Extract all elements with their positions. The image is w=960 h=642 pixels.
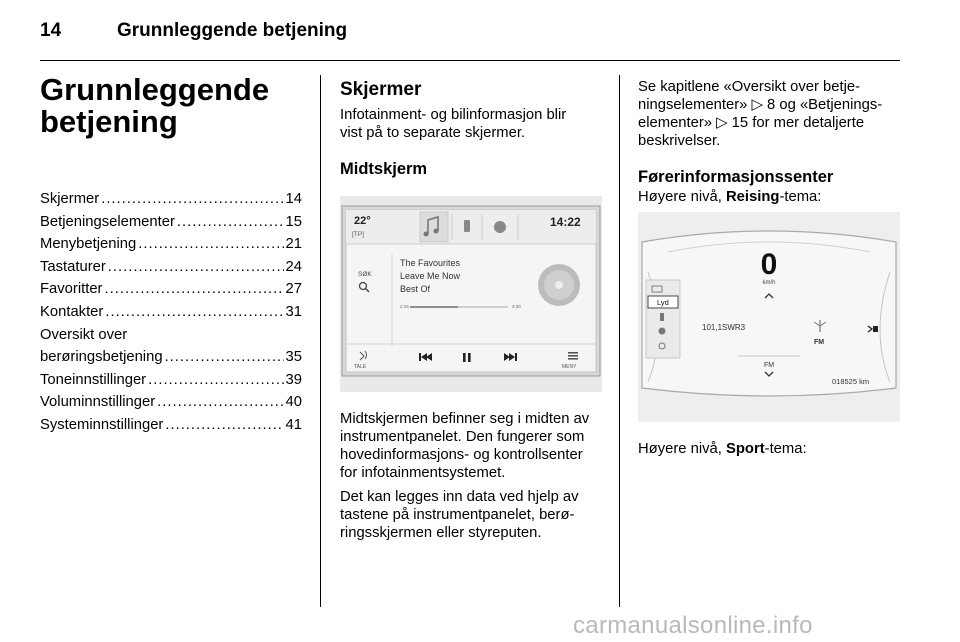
header-rule <box>40 60 900 61</box>
nav-icon <box>659 328 666 335</box>
screens-body <box>340 410 605 542</box>
toc-entry-beroringsbetjening[interactable]: Oversikt over berøringsbetjening ..... 35 <box>40 324 302 369</box>
section-heading-skjermer: Skjermer <box>340 79 422 100</box>
screens-intro: Infotainment- og bilinformasjon blir vist på to separate skjermer. <box>340 107 567 141</box>
running-title: Grunnleggende betjening <box>117 20 348 41</box>
subheading-midtskjerm: Midtskjerm <box>340 160 428 178</box>
cross-reference-paragraph: Se kapitlene «Oversikt over betje- ningselementer» ▷ 8 og «Betjenings- elementer» ▷ 15 for mer detaljerte beskrivelser. <box>638 79 883 149</box>
column-divider-2 <box>619 75 620 607</box>
display-temperature: 22° <box>354 215 371 227</box>
track-line-1: The Favourites <box>400 258 461 268</box>
chapter-column <box>40 74 302 437</box>
toc-entry-toneinnstillinger[interactable]: Toneinnstillinger ..... 39 <box>40 369 302 392</box>
toc-entry-betjeningselementer[interactable]: Betjeningselementer ..... 15 <box>40 211 302 234</box>
display-search-label: SØK <box>358 271 372 278</box>
page-number: 14 <box>40 20 62 41</box>
menu-icon[interactable] <box>568 352 578 360</box>
toc-entry-menybetjening[interactable]: Menybetjening ..... 21 <box>40 233 302 256</box>
track-line-2: Leave Me Now <box>400 271 461 281</box>
odometer: 018525 km <box>832 377 870 386</box>
driver-info-column <box>638 78 903 206</box>
column-divider-1 <box>320 75 321 607</box>
menu-label: MENY <box>562 364 577 370</box>
tone-label: TALE <box>354 364 367 370</box>
band-right: FM <box>814 339 825 346</box>
display-tp: [TP] <box>352 231 364 238</box>
center-display-illustration <box>340 196 602 392</box>
reising-theme-label: Høyere nivå, Reising-tema: <box>638 189 822 205</box>
total-time: 4:30 <box>512 304 521 309</box>
toc-entry-kontakter[interactable]: Kontakter ..... 31 <box>40 301 302 324</box>
chapter-title: Grunnleggende betjening <box>40 72 270 139</box>
phone-icon <box>660 313 664 321</box>
instrument-cluster-illustration <box>638 212 900 422</box>
screens-column <box>340 78 602 180</box>
paragraph-input: Det kan legges inn data ved hjelp av tastene på instrumentpanelet, berø- ringsskjermen eller styreputen. <box>340 489 579 541</box>
toc-entry-voluminnstillinger[interactable]: Voluminnstillinger ..... 40 <box>40 391 302 414</box>
driver-info-center-figure <box>638 212 900 422</box>
speed-unit: km/h <box>762 280 776 286</box>
page-header <box>40 14 900 44</box>
paragraph-midtskjerm: Midtskjermen befinner seg i midten av instrumentpanelet. Den fungerer som hovedinformasjons- og kontrollsenter for infotainmentsystemet. <box>340 411 590 481</box>
svg-text:Lyd: Lyd <box>657 298 669 307</box>
toc-entry-tastaturer[interactable]: Tastaturer ..... 24 <box>40 256 302 279</box>
page-ref-arrow-icon: ▷ <box>716 115 728 131</box>
heading-forerinformasjonssenter: Førerinformasjonssenter <box>638 168 834 186</box>
apps-tab-icon[interactable] <box>494 221 506 233</box>
sport-theme-block <box>638 440 900 458</box>
page-ref-8[interactable]: 8 <box>767 97 776 113</box>
album-art-icon <box>538 264 580 306</box>
center-display-figure <box>340 196 602 392</box>
station-name: 101,1SWR3 <box>702 323 746 332</box>
band-bottom: FM <box>763 362 775 369</box>
table-of-contents <box>40 188 302 437</box>
toc-entry-favoritter[interactable]: Favoritter ..... 27 <box>40 278 302 301</box>
track-line-3: Best Of <box>400 284 431 294</box>
sport-theme-label: Høyere nivå, Sport-tema: <box>638 441 807 457</box>
display-time: 14:22 <box>550 215 581 229</box>
watermark: carmanualsonline.info <box>573 612 813 639</box>
phone-tab-icon[interactable] <box>464 220 470 232</box>
music-tab-icon[interactable] <box>420 212 448 242</box>
speed-readout: 0 <box>760 248 778 281</box>
page-ref-15[interactable]: 15 <box>731 115 749 131</box>
toc-entry-systeminnstillinger[interactable]: Systeminnstillinger ..... 41 <box>40 414 302 437</box>
toc-entry-skjermer[interactable]: Skjermer ..... 14 <box>40 188 302 211</box>
elapsed-time: 2:16 <box>400 304 409 309</box>
page-ref-arrow-icon: ▷ <box>751 97 763 113</box>
